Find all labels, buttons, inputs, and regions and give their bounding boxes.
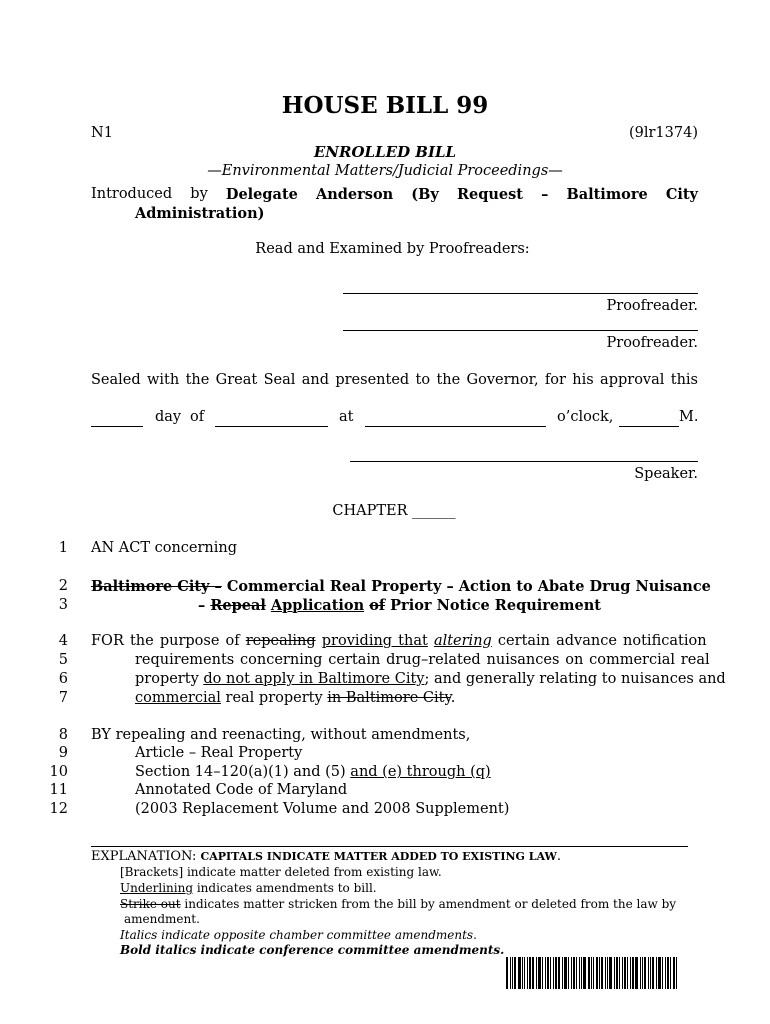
barcode-bar	[667, 957, 669, 989]
barcode-bar	[558, 957, 560, 989]
struck-text: repealing	[245, 633, 316, 649]
sponsor-word: –	[541, 186, 549, 203]
barcode-bar	[524, 957, 525, 989]
sponsor-word: Anderson	[315, 186, 394, 203]
explanation-strikeout	[120, 897, 676, 911]
volume-line: (2003 Replacement Volume and 2008 Supplement)	[135, 801, 510, 817]
underlined-text: and (e) through (q)	[350, 764, 491, 780]
explanation-underlining	[120, 881, 377, 895]
italic-amendment-text: altering	[433, 633, 492, 649]
chapter-label: CHAPTER ______	[332, 503, 456, 519]
barcode-bar	[510, 957, 511, 989]
bill-code-left: N1	[91, 125, 113, 141]
barcode-bar	[609, 957, 612, 989]
explanation-divider	[91, 846, 688, 847]
barcode-bar	[532, 957, 534, 989]
barcode-bar	[652, 957, 654, 989]
purpose-line-7	[135, 690, 455, 706]
blank-day	[91, 426, 143, 427]
proofreader-label: Proofreader.	[606, 298, 698, 314]
line-number: 11	[49, 782, 68, 798]
barcode-bar	[650, 957, 651, 989]
barcode-bar	[632, 957, 634, 989]
struck-text: in Baltimore City	[327, 690, 451, 706]
committees-label: —Environmental Matters/Judicial Proceedings—	[207, 163, 563, 179]
barcode-bar	[670, 957, 671, 989]
by-word: by	[190, 186, 208, 202]
introduced-word: Introduced	[91, 186, 173, 202]
barcode-bar	[581, 957, 582, 989]
proofreader-signature-line	[343, 293, 698, 294]
barcode-bar	[658, 957, 661, 989]
purpose-text: .	[450, 690, 456, 706]
purpose-text: certain advance notification	[491, 633, 707, 649]
barcode-bar	[536, 957, 537, 989]
explanation-period: .	[556, 849, 561, 864]
section-line	[135, 764, 491, 780]
code-line: Annotated Code of Maryland	[135, 782, 348, 798]
purpose-line-6	[135, 671, 726, 687]
act-title-dash: –	[198, 597, 211, 614]
barcode-bar	[571, 957, 572, 989]
barcode-bar	[605, 957, 606, 989]
barcode-bar	[614, 957, 615, 989]
barcode-bar	[576, 957, 577, 989]
purpose-text: property	[135, 671, 204, 687]
day-word: day	[155, 409, 182, 425]
barcode-bar	[635, 957, 638, 989]
barcode-bar	[599, 957, 600, 989]
barcode-bar	[665, 957, 666, 989]
explanation-label: EXPLANATION:	[91, 849, 201, 864]
barcode-bar	[518, 957, 521, 989]
sponsor-word: (By	[411, 186, 439, 203]
explanation-italics: Italics indicate opposite chamber committee amendments.	[120, 928, 477, 942]
by-line: BY repealing and reenacting, without amendments,	[91, 727, 471, 743]
struck-text: of	[369, 597, 386, 614]
barcode-bar	[564, 957, 567, 989]
purpose-line-5: requirements concerning certain drug–related nuisances on commercial real	[135, 652, 710, 668]
barcode-bar	[622, 957, 623, 989]
sponsor-word: Request	[456, 186, 523, 203]
line-number: 8	[58, 727, 68, 743]
explanation-caps: CAPITALS INDICATE MATTER ADDED TO EXISTING LAW	[200, 850, 557, 863]
proofreader-signature-line	[343, 330, 698, 331]
barcode-bar	[512, 957, 513, 989]
line-number: 3	[58, 597, 68, 613]
barcode-bar	[553, 957, 554, 989]
barcode-bar	[550, 957, 551, 989]
section-text: Section 14–120(a)(1) and (5)	[135, 764, 351, 780]
barcode-bar	[591, 957, 592, 989]
barcode-bar	[656, 957, 657, 989]
oclock-word: o’clock,	[557, 409, 614, 425]
line-number: 1	[58, 540, 68, 556]
barcode-bar	[619, 957, 620, 989]
line-number: 4	[58, 633, 68, 649]
bill-title: HOUSE BILL 99	[281, 92, 489, 119]
explanation-text: indicates amendments to bill.	[193, 881, 377, 895]
blank-time	[365, 426, 546, 427]
barcode-bar	[607, 957, 608, 989]
barcode-bar	[545, 957, 546, 989]
act-title-text: Prior Notice Requirement	[385, 597, 601, 614]
speaker-signature-line	[350, 461, 698, 462]
struck-text: Repeal	[210, 597, 266, 614]
sponsor-word: City	[665, 186, 698, 203]
line-number: 12	[49, 801, 68, 817]
purpose-text: ; and generally relating to nuisances and	[424, 671, 726, 687]
purpose-text: FOR the purpose of	[91, 633, 246, 649]
explanation-heading	[91, 849, 561, 864]
blank-ampm	[619, 426, 679, 427]
barcode-bar	[588, 957, 590, 989]
sealed-line: Sealed with the Great Seal and presented to the Governor, for his approval this	[91, 372, 698, 388]
proofreader-label: Proofreader.	[606, 335, 698, 351]
barcode-bar	[593, 957, 594, 989]
barcode-bar	[624, 957, 626, 989]
barcode-bar	[642, 957, 643, 989]
barcode-bar	[630, 957, 631, 989]
barcode-bar	[640, 957, 641, 989]
sponsor-word: Delegate	[225, 186, 298, 203]
act-title-text: Commercial Real Property – Action to Abate Drug Nuisance	[221, 578, 711, 595]
line-number: 5	[58, 652, 68, 668]
barcode-bar	[529, 957, 531, 989]
barcode-bar	[662, 957, 663, 989]
struck-text: Baltimore City –	[91, 578, 222, 595]
act-title-line-1	[91, 578, 711, 595]
barcode-bar	[506, 957, 508, 989]
barcode-bar	[522, 957, 523, 989]
m-word: M.	[679, 409, 699, 425]
line-number: 9	[58, 745, 68, 761]
speaker-label: Speaker.	[634, 466, 698, 482]
barcode-bar	[648, 957, 649, 989]
article-line: Article – Real Property	[135, 745, 303, 761]
barcode-bar	[627, 957, 628, 989]
sponsor-word: Baltimore	[566, 186, 648, 203]
line-number: 6	[58, 671, 68, 687]
line-number: 7	[58, 690, 68, 706]
purpose-text: real property	[220, 690, 328, 706]
barcode-bar	[514, 957, 516, 989]
barcode-bar	[644, 957, 646, 989]
barcode-bar	[547, 957, 549, 989]
blank-month	[215, 426, 328, 427]
line-number: 2	[58, 578, 68, 594]
barcode-bar	[562, 957, 563, 989]
proofreaders-heading: Read and Examined by Proofreaders:	[255, 241, 530, 257]
barcode-bar	[573, 957, 575, 989]
explanation-bold-italics: Bold italics indicate conference committee amendments.	[120, 943, 505, 957]
barcode-bar	[538, 957, 541, 989]
barcode-bar	[583, 957, 586, 989]
enrolled-bill-label: ENROLLED BILL	[313, 143, 457, 161]
underlined-struck-text: do not apply in Baltimore City	[203, 671, 425, 687]
sponsor-line-2: Administration)	[135, 205, 265, 222]
explanation-text: indicates matter stricken from the bill by amendment or deleted from the law by	[180, 897, 677, 911]
barcode-bar	[673, 957, 675, 989]
barcode	[506, 957, 691, 989]
explanation-brackets: [Brackets] indicate matter deleted from existing law.	[120, 865, 442, 879]
act-title-line-2	[198, 597, 601, 614]
barcode-bar	[527, 957, 528, 989]
of-word: of	[190, 409, 205, 425]
purpose-line-4	[91, 633, 707, 649]
underlined-struck-text: Application	[270, 597, 365, 614]
barcode-bar	[555, 957, 557, 989]
bill-code-right: (9lr1374)	[628, 125, 698, 141]
barcode-bar	[616, 957, 618, 989]
introduced-line	[91, 186, 698, 203]
barcode-bar	[596, 957, 598, 989]
line-number: 10	[49, 764, 68, 780]
struck-text: Strike out	[120, 897, 181, 911]
underlined-text: commercial	[135, 690, 221, 706]
barcode-bar	[676, 957, 677, 989]
explanation-strikeout-cont: amendment.	[124, 912, 200, 926]
at-word: at	[339, 409, 354, 425]
act-line: AN ACT concerning	[91, 540, 238, 556]
barcode-bar	[542, 957, 543, 989]
underlined-text: Underlining	[120, 881, 194, 895]
barcode-bar	[568, 957, 569, 989]
barcode-bar	[601, 957, 603, 989]
underlined-struck-text: providing that	[321, 633, 428, 649]
barcode-bar	[579, 957, 580, 989]
